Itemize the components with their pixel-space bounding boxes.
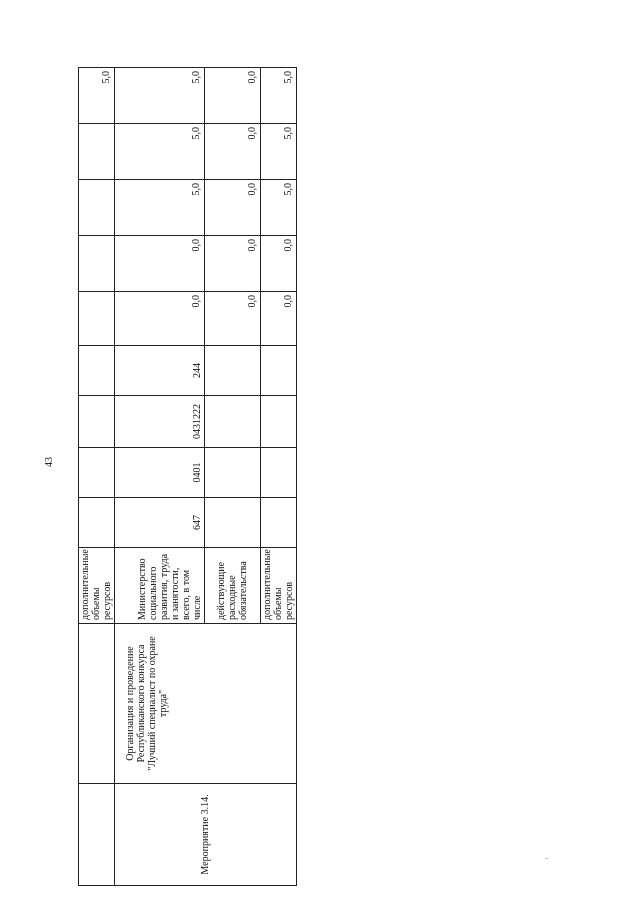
value-cell: 0,0 — [261, 292, 297, 346]
value-cell — [79, 124, 115, 180]
rzpr-cell — [205, 448, 261, 498]
table-rotated — [78, 14, 295, 886]
continuation-blank-cell — [79, 784, 115, 886]
csr-cell — [79, 396, 115, 448]
vr-cell — [79, 346, 115, 396]
value-cell: 0,0 — [115, 292, 205, 346]
page-number: 43 — [44, 457, 55, 467]
grbs-cell — [205, 498, 261, 548]
rzpr-cell — [261, 448, 297, 498]
measure-id-cell: Мероприятие 3.14. — [115, 784, 297, 886]
row-label: действующие расходные обязательства — [205, 548, 261, 624]
csr-cell: 0431222 — [115, 396, 205, 448]
value-cell: 5,0 — [261, 180, 297, 236]
grbs-cell — [261, 498, 297, 548]
value-cell: 5,0 — [115, 180, 205, 236]
table-row — [79, 14, 115, 886]
measure-title-cell: Организация и проведение Республиканского конкурса "Лучший специалист по охране труда" — [115, 624, 297, 784]
table-row — [115, 14, 205, 886]
value-cell: 0,0 — [205, 292, 261, 346]
value-cell: 5,0 — [79, 68, 115, 124]
continuation-blank-cell — [79, 624, 115, 784]
rzpr-cell — [79, 448, 115, 498]
value-cell: 5,0 — [261, 124, 297, 180]
vr-cell — [261, 346, 297, 396]
table-wrapper — [78, 14, 295, 886]
csr-cell — [205, 396, 261, 448]
value-cell — [79, 292, 115, 346]
grbs-cell: 647 — [115, 498, 205, 548]
rzpr-cell: 0401 — [115, 448, 205, 498]
value-cell: 0,0 — [115, 236, 205, 292]
vr-cell — [205, 346, 261, 396]
row-label: Министерство социального развития, труда и занятости, всего, в том числе — [115, 548, 205, 624]
row-label: дополнительные объемы ресурсов — [79, 548, 115, 624]
value-cell — [79, 236, 115, 292]
grbs-cell — [79, 498, 115, 548]
vr-cell: 244 — [115, 346, 205, 396]
value-cell — [79, 180, 115, 236]
value-cell: 0,0 — [205, 180, 261, 236]
value-cell: 5,0 — [261, 68, 297, 124]
value-cell: 5,0 — [115, 68, 205, 124]
budget-table — [78, 13, 297, 886]
value-cell: 5,0 — [115, 124, 205, 180]
value-cell: 0,0 — [205, 68, 261, 124]
scan-speck — [545, 858, 548, 859]
row-label: дополнительные объемы ресурсов — [261, 548, 297, 624]
value-cell: 0,0 — [261, 236, 297, 292]
value-cell: 0,0 — [205, 124, 261, 180]
value-cell: 0,0 — [205, 236, 261, 292]
csr-cell — [261, 396, 297, 448]
